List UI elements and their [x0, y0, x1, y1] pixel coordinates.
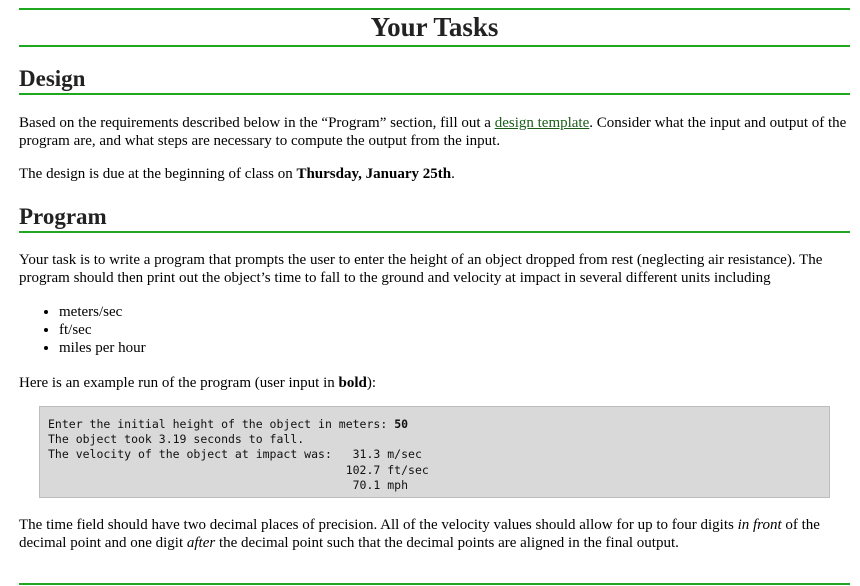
list-item: • ft/sec — [59, 321, 146, 339]
page-title: Your Tasks — [370, 12, 499, 42]
list-item: • miles per hour — [59, 339, 146, 357]
design-text-1: Based on the requirements described below in the “Program” section, fill out a — [19, 115, 495, 131]
code-line-1-prompt: Enter the initial height of the object in meters: — [48, 417, 395, 431]
example-bold: bold — [338, 375, 367, 391]
final-em-1: in front — [737, 517, 782, 533]
final-paragraph — [19, 516, 850, 552]
design-template-link[interactable]: design template — [494, 115, 590, 131]
bottom-divider — [19, 583, 850, 585]
list-item: • meters/sec — [59, 303, 146, 321]
final-text-2: of the decimal point and one digit — [19, 517, 820, 551]
code-line-5: 70.1 mph — [48, 477, 409, 492]
code-line-1-input: 50 — [394, 417, 409, 431]
example-intro — [19, 374, 850, 392]
code-line-2: The object took 3.19 seconds to fall. — [48, 432, 305, 447]
design-text-2: . Consider what the input and output of the program are, and what steps are necessary to compute the output from the input. — [19, 115, 847, 149]
example-code-block — [39, 406, 830, 498]
example-text: Here is an example run of the program (user input in — [19, 375, 339, 391]
design-heading: Design — [19, 66, 850, 95]
final-text-3: the decimal point such that the decimal points are aligned in the final output. — [215, 535, 679, 551]
due-date-paragraph — [19, 165, 850, 183]
code-line-3: The velocity of the object at impact was: 31.3 m/sec — [48, 447, 422, 462]
due-text-end: . — [451, 166, 455, 182]
program-heading: Program — [19, 204, 850, 233]
example-text-end: ): — [366, 375, 377, 391]
due-date: Thursday, January 25th — [296, 166, 452, 182]
due-text: The design is due at the beginning of class on — [19, 166, 297, 182]
code-line-4: 102.7 ft/sec — [48, 462, 429, 477]
title-banner — [19, 8, 850, 47]
final-em-2: after — [186, 535, 216, 551]
program-paragraph: Your task is to write a program that prompts the user to enter the height of an object dropped from rest (neglecting air resistance). The program should then print out the object’s time to fall to the ground and velocity at impact in several different units including — [19, 252, 823, 286]
design-paragraph — [19, 114, 850, 150]
final-text-1: The time field should have two decimal places of precision. All of the velocity values should allow for up to four digits — [19, 517, 738, 533]
units-list — [19, 303, 146, 357]
